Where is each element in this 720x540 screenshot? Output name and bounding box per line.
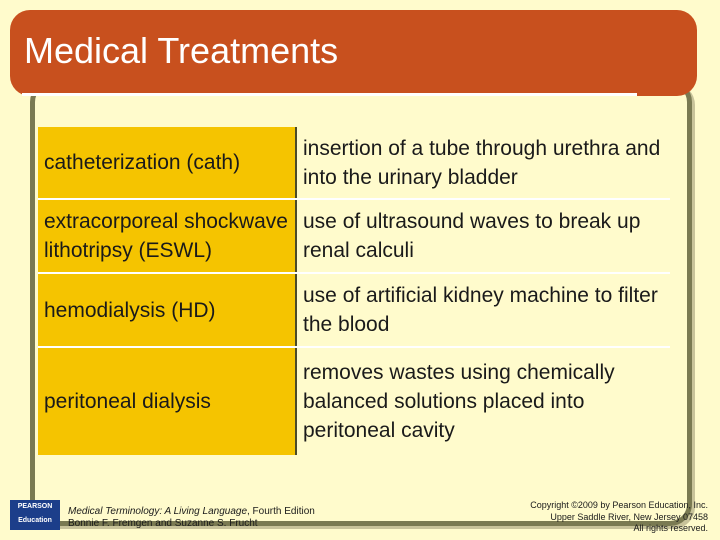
book-title: Medical Terminology: A Living Language [68, 506, 247, 517]
copyright-line: Upper Saddle River, New Jersey 07458 [550, 511, 708, 522]
definition-cell: use of ultrasound waves to break up renal calculi [296, 199, 670, 273]
table-row [38, 199, 670, 273]
term-cell: peritoneal dialysis [38, 347, 296, 455]
copyright-notice [530, 500, 708, 535]
book-edition: , Fourth Edition [247, 506, 315, 517]
logo-line2: Education [18, 517, 52, 524]
definition-cell: removes wastes using chemically balanced solutions placed into peritoneal cavity [296, 347, 670, 455]
definition-cell: insertion of a tube through urethra and into the urinary bladder [296, 127, 670, 199]
copyright-line: Copyright ©2009 by Pearson Education, Inc. [530, 500, 708, 510]
table-row [38, 127, 670, 199]
table-row [38, 273, 670, 347]
book-citation [68, 506, 315, 530]
book-authors: Bonnie F. Fremgen and Suzanne S. Frucht [68, 518, 258, 529]
definition-cell: use of artificial kidney machine to filter the blood [296, 273, 670, 347]
term-cell: extracorporeal shockwave lithotripsy (ESWL) [38, 199, 296, 273]
table-row [38, 347, 670, 455]
term-cell: hemodialysis (HD) [38, 273, 296, 347]
slide-title: Medical Treatments [24, 30, 339, 71]
logo-line1: PEARSON [17, 503, 53, 510]
term-cell: catheterization (cath) [38, 127, 296, 199]
pearson-logo [10, 500, 60, 530]
copyright-line: All rights reserved. [633, 523, 708, 533]
title-underline [22, 93, 637, 96]
treatments-table [38, 127, 670, 455]
